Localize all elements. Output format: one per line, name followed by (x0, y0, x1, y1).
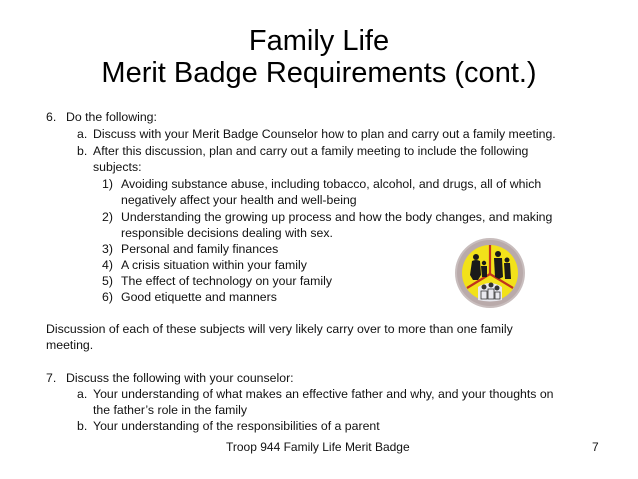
req6a-letter: a. (77, 127, 88, 141)
subject-2-number: 2) (102, 210, 113, 224)
req6a-text: Discuss with your Merit Badge Counselor how to plan and carry out a family meeting. (93, 127, 556, 141)
slide-title-line2: Merit Badge Requirements (cont.) (101, 57, 537, 89)
req6b-text-2: subjects: (93, 160, 142, 174)
subject-5-text: The effect of technology on your family (121, 274, 332, 288)
req7a-text-1: Your understanding of what makes an effective father and why, and your thoughts on (93, 387, 554, 401)
subject-5-number: 5) (102, 274, 113, 288)
page-number: 7 (592, 440, 599, 454)
subject-1-text-1: Avoiding substance abuse, including tobacco, alcohol, and drugs, all of which (121, 177, 542, 191)
req7-number: 7. (46, 371, 57, 385)
subject-1-number: 1) (102, 177, 113, 191)
footer-text: Troop 944 Family Life Merit Badge (226, 440, 410, 454)
family-life-merit-badge-icon (454, 237, 526, 309)
req7a-letter: a. (77, 387, 88, 401)
req6b-text-1: After this discussion, plan and carry out a family meeting to include the following (93, 144, 529, 158)
req6b-letter: b. (77, 144, 88, 158)
subject-4-number: 4) (102, 258, 113, 272)
note-line-1: Discussion of each of these subjects will very likely carry over to more than one family (46, 322, 513, 336)
req7-text: Discuss the following with your counselor: (66, 371, 294, 385)
subject-3-text: Personal and family finances (121, 242, 279, 256)
req7b-letter: b. (77, 419, 88, 433)
subject-6-text: Good etiquette and manners (121, 290, 277, 304)
subject-1-text-2: negatively affect your health and well-being (121, 193, 357, 207)
req7b-text: Your understanding of the responsibilities of a parent (93, 419, 380, 433)
req6-number: 6. (46, 110, 57, 124)
subject-3-number: 3) (102, 242, 113, 256)
note-line-2: meeting. (46, 338, 94, 352)
subject-2-text-1: Understanding the growing up process and how the body changes, and making (121, 210, 553, 224)
subject-4-text: A crisis situation within your family (121, 258, 307, 272)
req6-text: Do the following: (66, 110, 157, 124)
req7a-text-2: the father’s role in the family (93, 403, 248, 417)
subject-2-text-2: responsible decisions dealing with sex. (121, 226, 333, 240)
slide-title-line1: Family Life (248, 25, 390, 57)
subject-6-number: 6) (102, 290, 113, 304)
